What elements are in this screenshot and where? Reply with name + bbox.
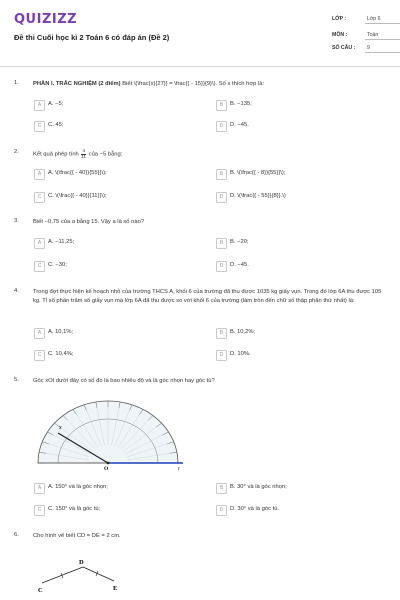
option-letter: A [34,483,45,494]
question-number: 6. [14,532,19,538]
header-divider [0,66,400,67]
quizizz-logo: QUIZIZZ [14,12,78,27]
option-text: B. −20; [230,239,249,245]
option-letter: B [216,100,227,111]
section-heading: PHẦN I. TRẮC NGHIỆM (2 điểm) [33,81,121,87]
page-header [0,0,400,66]
question-number: 1. [14,80,19,86]
cde-figure [32,553,122,597]
question-number: 2. [14,149,19,155]
question-number: 5. [14,377,19,383]
fraction [81,149,86,159]
option-text: D. −45. [230,122,249,128]
class-underline [365,23,400,24]
option-letter: C [34,505,45,516]
option-letter: B [216,328,227,339]
subject-value: Toán [367,32,379,38]
question-text: Cho hình vẽ biết CD = DE = 2 cm. [33,533,121,539]
option-letter: C [34,192,45,203]
option-letter: B [216,238,227,249]
subject-underline [365,39,400,40]
label-c: C [38,587,43,594]
option-letter: A [34,100,45,111]
option-letter: D [216,261,227,272]
question-text [33,80,388,89]
option-text: D. −45. [230,262,249,268]
option-letter: C [34,261,45,272]
label-d: D [79,559,84,566]
option-text: D. 10%. [230,351,251,357]
option-letter: D [216,505,227,516]
question-text: Góc xOt dưới đây có số đo là bao nhiêu độ và là góc nhọn hay góc tù? [33,378,215,384]
option-text: C. 45; [48,122,64,128]
option-text: A. −5; [48,101,64,107]
option-letter: B [216,483,227,494]
option-letter: D [216,121,227,132]
option-text: C. \(\frac{{ - 40}}{11}}\); [48,193,107,199]
option-text: A. 150° và là góc nhọn; [48,484,109,490]
option-text: B. 10,2%; [230,329,256,335]
count-label: SỐ CÂU : [332,45,356,51]
option-letter: C [34,350,45,361]
class-label: LỚP : [332,16,347,22]
option-text: A. \(\frac{{ - 40}}{55}}\); [48,170,107,176]
option-letter: B [216,169,227,180]
option-text: D. 30° và là góc tù. [230,506,280,512]
option-letter: D [216,350,227,361]
subject-label: MÔN : [332,32,348,38]
option-letter: C [34,121,45,132]
question-text [33,149,388,159]
option-text: A. 10,1%; [48,329,74,335]
option-text: B. 30° và là góc nhọn; [230,484,287,490]
class-value: Lớp 6 [367,16,381,22]
fraction-denominator: 11 [81,153,87,159]
protractor-figure [28,393,188,471]
label-x: x [59,425,62,431]
count-value: 9 [367,45,370,51]
question-number: 3. [14,218,19,224]
count-underline [365,52,400,53]
question-text: Trong đợt thực hiện kế hoạch nhỏ của trường THCS A, khối 6 của trường đã thu được 1035 kg giấy vụn. Trong đó lớp 6A thu được 105 kg. Tỉ số phần trăm số giấy vụn mà lớp 6A đã thu được so với khối 6 của trường (làm tròn đến chữ số thập phân thứ nhất) là: [33,289,382,304]
label-t: t [178,466,180,471]
exam-title: Đề thi Cuối học kì 2 Toán 6 có đáp án (Đề 2) [14,33,170,42]
question-number: 4. [14,288,19,294]
option-text: B. \(\frac{{ - 8}}{55}}\); [230,170,286,176]
label-o: O [104,466,109,471]
label-e: E [113,585,118,592]
fraction-numerator: 4 [82,148,85,153]
option-letter: A [34,328,45,339]
option-text: C. −30; [48,262,67,268]
question-body-end: của −5 bằng: [87,151,123,158]
option-letter: A [34,238,45,249]
question-body: Kết quả phép tính [33,151,81,158]
option-text: C. 150° và là góc tù; [48,506,101,512]
option-text: B. −135; [230,101,252,107]
question-text: Biết −0,75 của a bằng 15. Vậy a là số nào? [33,219,145,225]
option-text: D. \(\frac{{ - 55}}{8}}.\) [230,193,286,199]
option-text: A. −11,25; [48,239,75,245]
option-text: C. 10,4%; [48,351,74,357]
question-body: Biết \(\frac{x}{27}} = \frac{{ - 15}}{9}\). Số x thích hợp là: [120,81,265,87]
option-letter: D [216,192,227,203]
option-letter: A [34,169,45,180]
